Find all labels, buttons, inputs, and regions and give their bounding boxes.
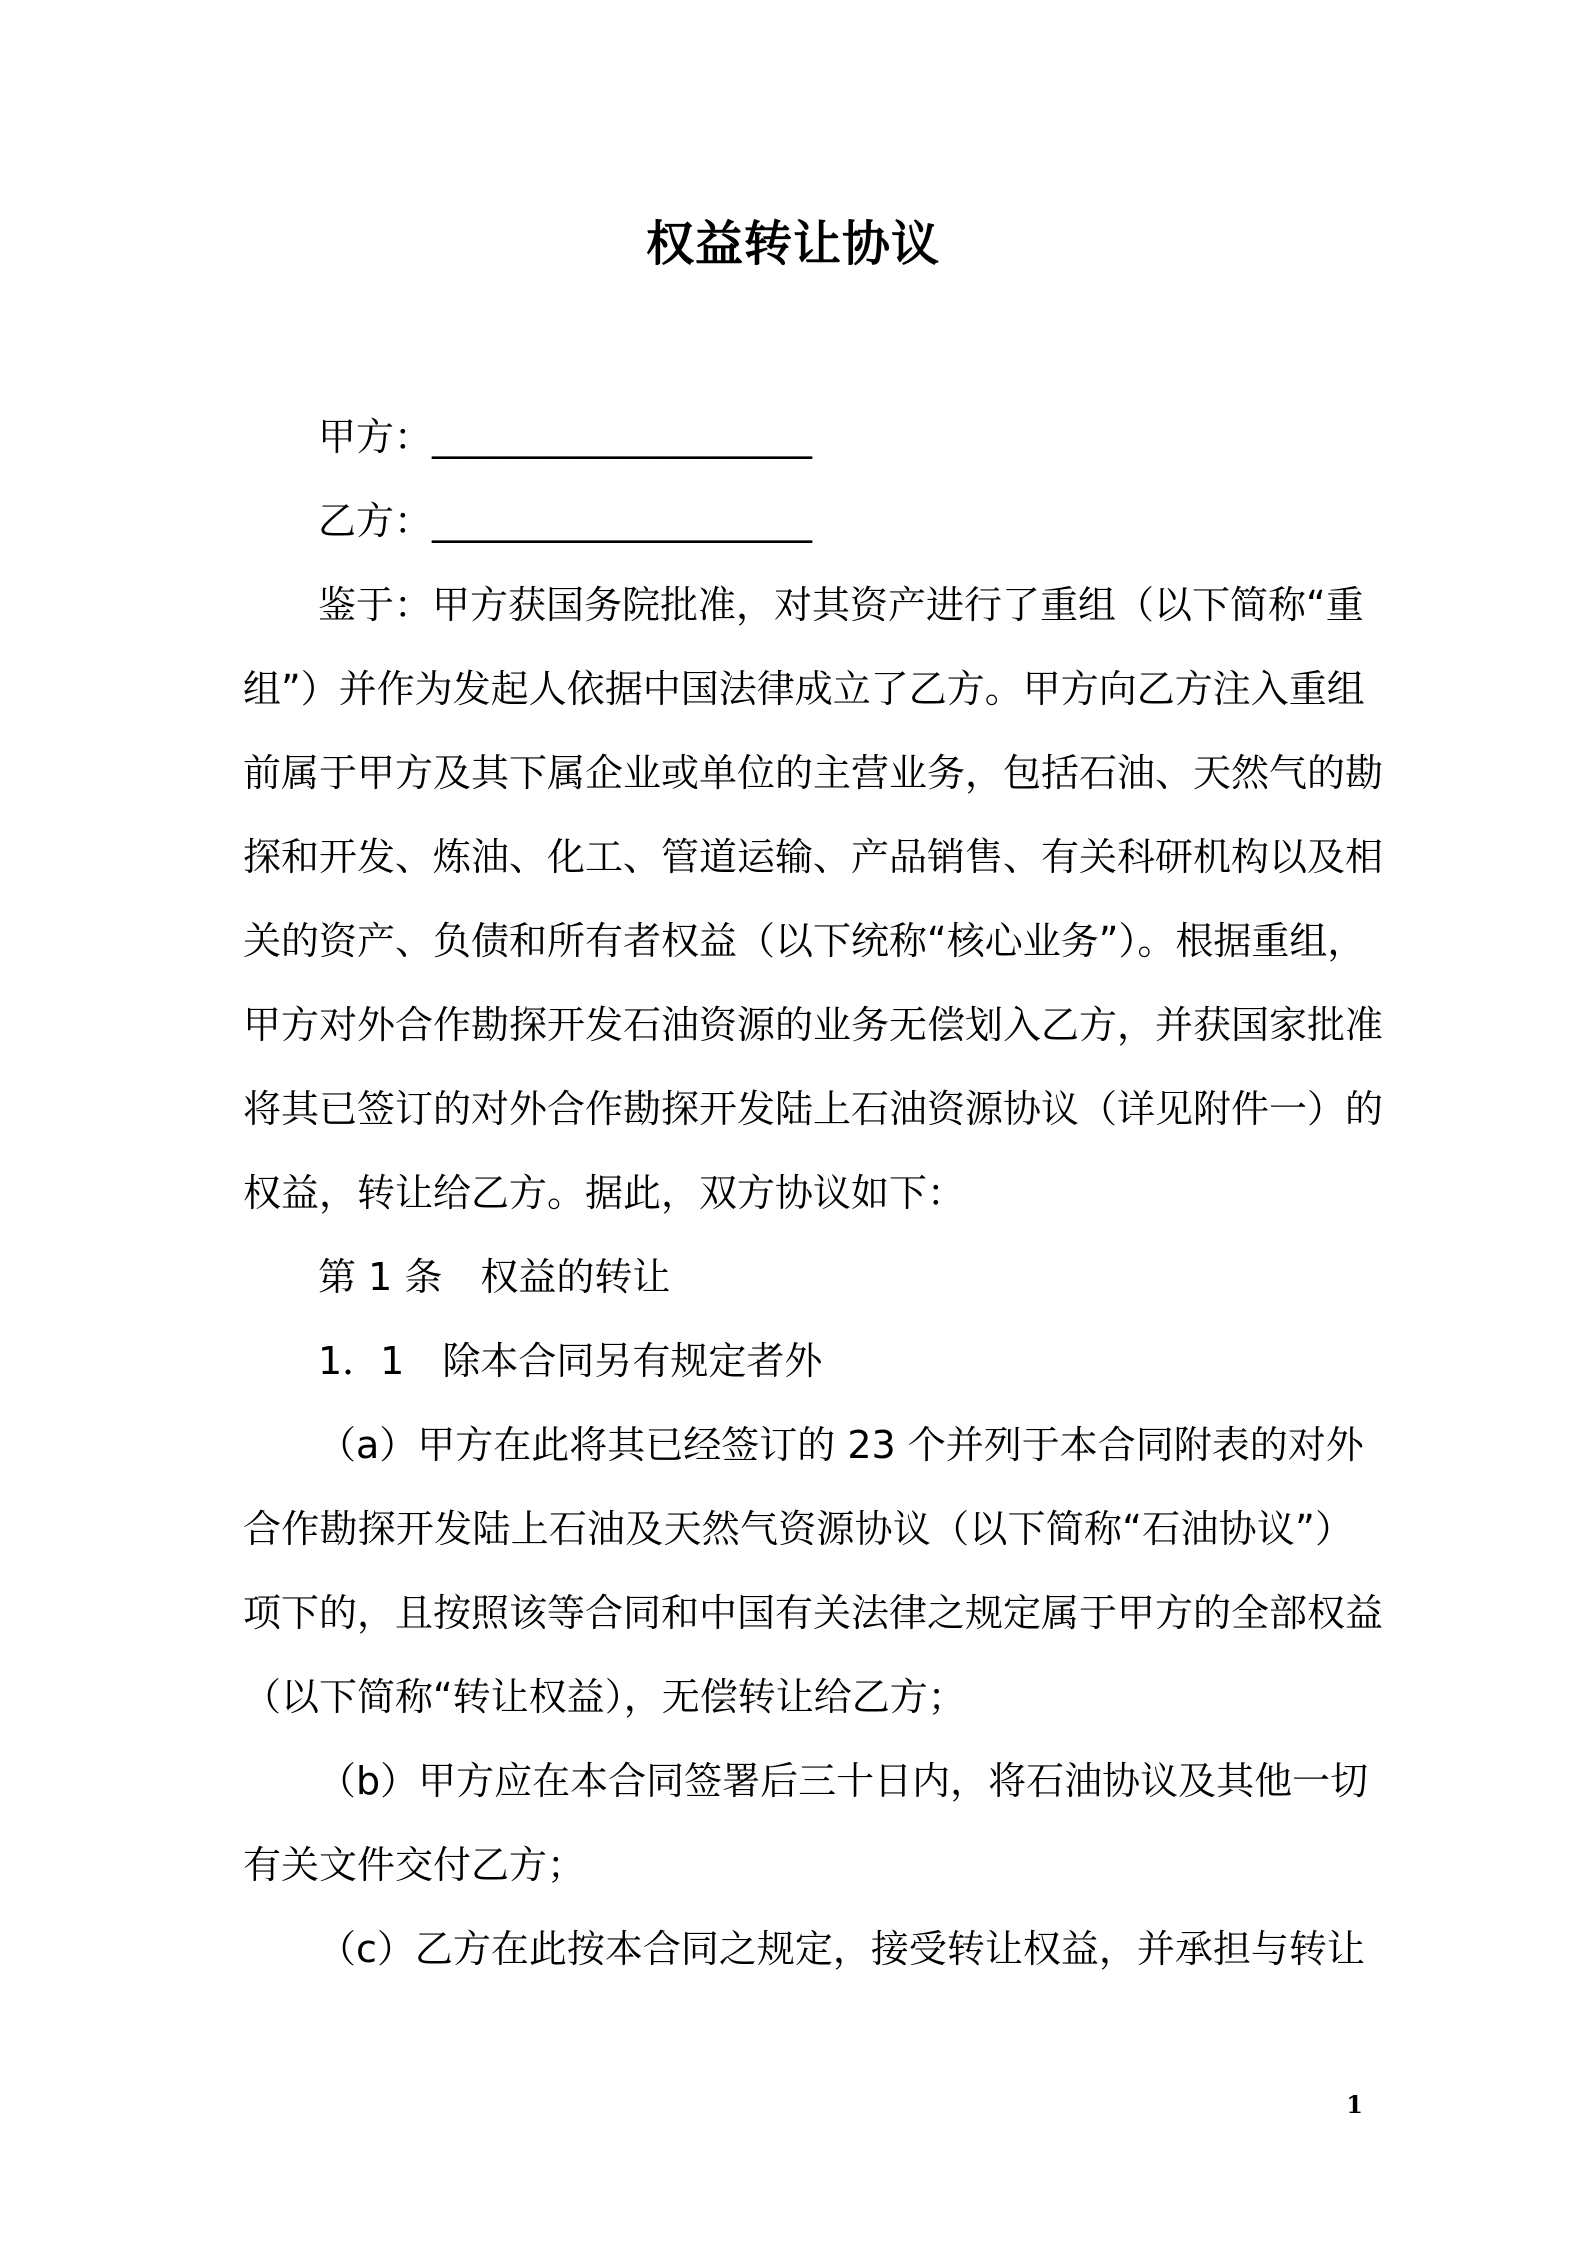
party-b-line: 乙方：____________________ [318, 499, 813, 543]
clause-a-line-3: 项下的，且按照该等合同和中国有关法律之规定属于甲方的全部权益 [243, 1591, 1384, 1635]
party-a-line: 甲方：____________________ [318, 415, 813, 459]
recital-line-8: 权益，转让给乙方。据此，双方协议如下： [243, 1171, 966, 1215]
recital-line-2: 组”）并作为发起人依据中国法律成立了乙方。甲方向乙方注入重组 [243, 667, 1365, 711]
clause-b-line-1: （b）甲方应在本合同签署后三十日内，将石油协议及其他一切 [318, 1759, 1369, 1803]
page-number: 1 [1346, 2090, 1363, 2119]
recital-line-6: 甲方对外合作勘探开发石油资源的业务无偿划入乙方，并获国家批准 [243, 1003, 1384, 1047]
clause-a-line-2: 合作勘探开发陆上石油及天然气资源协议（以下简称“石油协议”） [243, 1507, 1353, 1551]
recital-line-5: 关的资产、负债和所有者权益（以下统称“核心业务”）。根据重组， [243, 919, 1366, 963]
recital-line-7: 将其已签订的对外合作勘探开发陆上石油资源协议（详见附件一）的 [243, 1087, 1384, 1131]
document-title: 权益转让协议 [645, 216, 940, 272]
clause-a-line-4: （以下简称“转让权益），无偿转让给乙方； [243, 1675, 966, 1719]
recital-line-3: 前属于甲方及其下属企业或单位的主营业务，包括石油、天然气的勘 [243, 751, 1384, 795]
clause-b-line-2: 有关文件交付乙方； [243, 1843, 586, 1887]
recital-line-4: 探和开发、炼油、化工、管道运输、产品销售、有关科研机构以及相 [243, 835, 1384, 879]
clause-c-line-1: （c）乙方在此按本合同之规定，接受转让权益，并承担与转让 [318, 1927, 1365, 1971]
clause-a-line-1: （a）甲方在此将其已经签订的 23 个并列于本合同附表的对外 [318, 1423, 1364, 1467]
article-1-heading: 第 1 条 权益的转让 [318, 1255, 671, 1299]
clause-1-1-heading: 1．1 除本合同另有规定者外 [318, 1339, 823, 1383]
recital-line-1: 鉴于：甲方获国务院批准，对其资产进行了重组（以下简称“重 [318, 583, 1364, 627]
